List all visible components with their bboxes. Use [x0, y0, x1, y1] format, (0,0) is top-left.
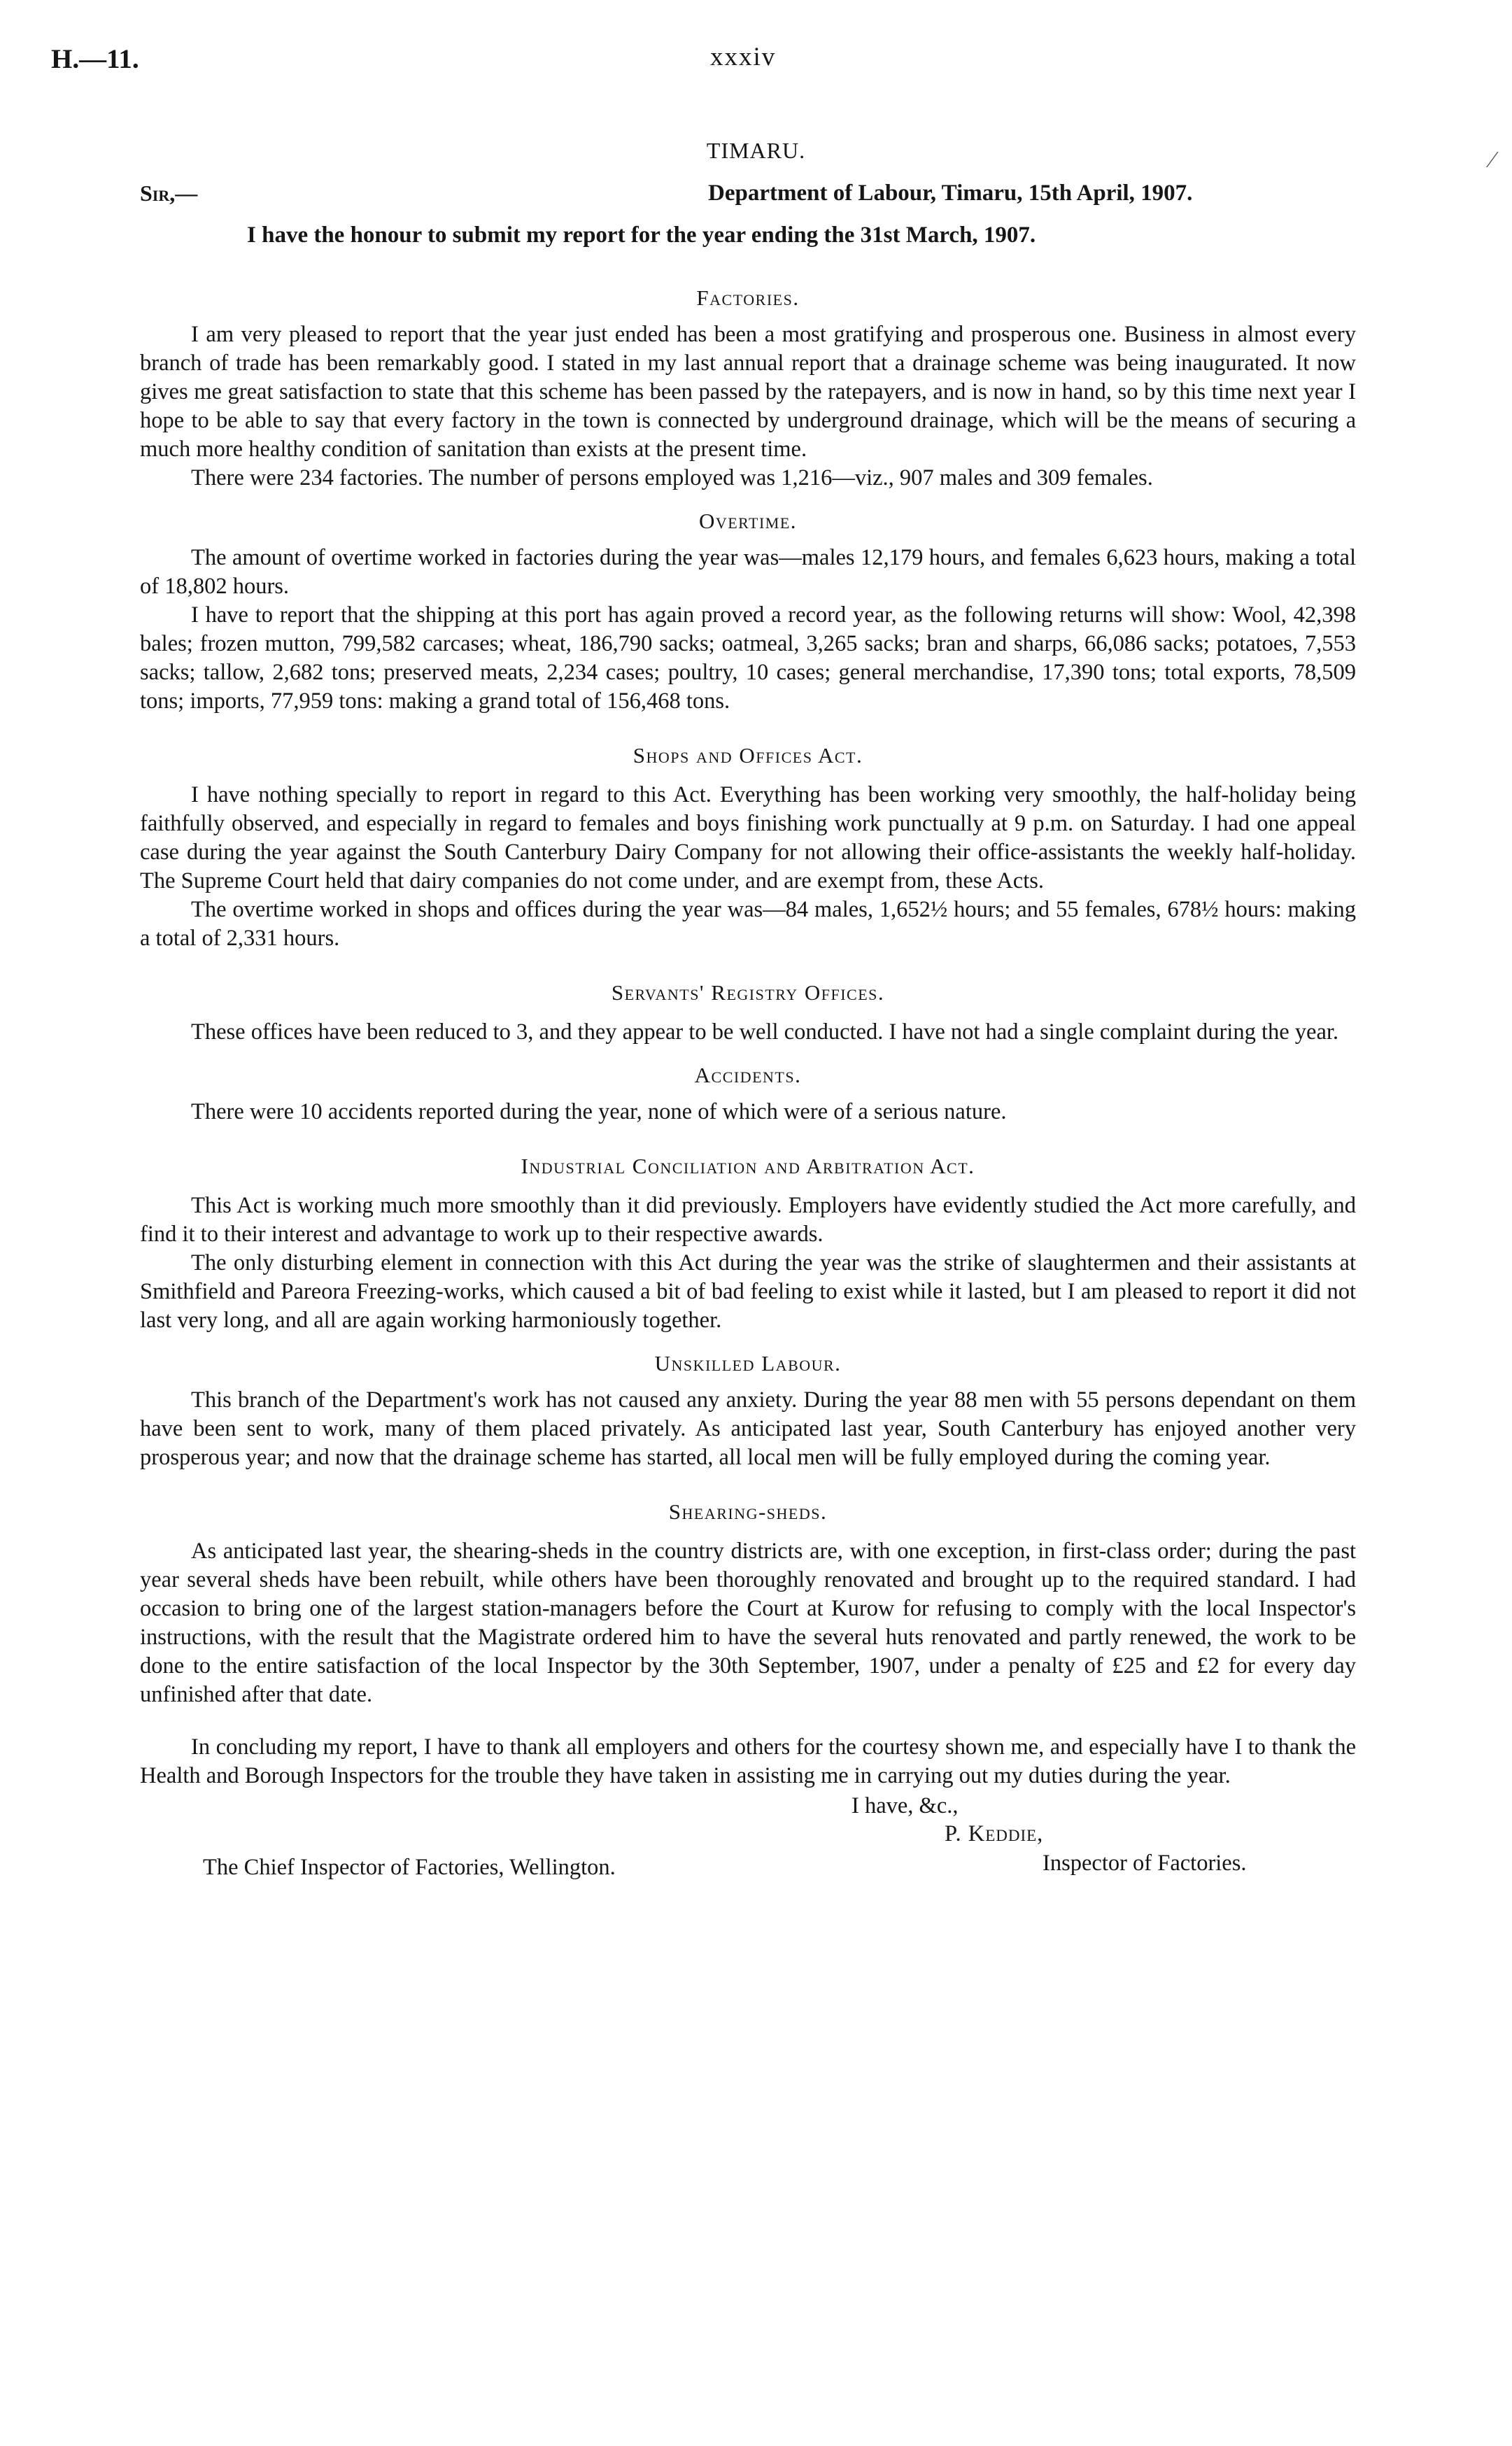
- arbitration-paragraph-1: This Act is working much more smoothly than it did previously. Employers have evidently studied the Act more carefully, and find it to their interest and advantage to work up to their respective awards.: [140, 1193, 1356, 1247]
- overtime-paragraph-1: The amount of overtime worked in factories during the year was—males 12,179 hours, and females 6,623 hours, making a total of 18,802 hours.: [140, 545, 1356, 599]
- signatory-name: P. Keddie,: [945, 1821, 1044, 1846]
- shops-paragraph-2: The overtime worked in shops and offices during the year was—84 males, 1,652½ hours; and 55 females, 678½ hours: making a total of 2,331 hours.: [140, 897, 1356, 951]
- letter-place: TIMARU.: [706, 138, 806, 163]
- heading-accidents: Accidents.: [694, 1063, 802, 1087]
- dateline: Department of Labour, Timaru, 15th April, 1907.: [708, 181, 1193, 206]
- heading-shops-offices: Shops and Offices Act.: [633, 743, 863, 768]
- overtime-paragraph-2: I have to report that the shipping at this port has again proved a record year, as the following returns will show: Wool, 42,398 bales; frozen mutton, 799,582 carcases; wheat, 186,790 sacks; oatmeal, 3,265 sacks; bran and sharps, 66,086 sacks; potatoes, 7,553 sacks; tallow, 2,682 tons; preserved meats, 2,234 cases; poultry, 10 cases; general merchandise, 17,390 tons; total exports, 78,509 tons; imports, 77,959 tons: making a grand total of 156,468 tons.: [140, 602, 1356, 714]
- heading-arbitration-act: Industrial Conciliation and Arbitration Act.: [521, 1154, 975, 1178]
- conclusion-paragraph: In concluding my report, I have to thank all employers and others for the courtesy shown me, and especially have I to thank the Health and Borough Inspectors for the trouble they have taken in assisting me in carrying out my duties during the year.: [140, 1734, 1356, 1788]
- margin-mark: ⁄: [1490, 147, 1495, 173]
- registry-paragraph: These offices have been reduced to 3, and they appear to be well conducted. I have not had a single complaint during the year.: [191, 1019, 1339, 1045]
- addressee: The Chief Inspector of Factories, Wellington.: [203, 1855, 616, 1880]
- signature-block: [140, 1792, 1356, 1897]
- shops-paragraph-1: I have nothing specially to report in regard to this Act. Everything has been working very smoothly, the half-holiday being faithfully observed, and especially in regard to females and boys finishing work punctually at 9 p.m. on Saturday. I had one appeal case during the year against the South Canterbury Dairy Company for not allowing their office-assistants the weekly half-holiday. The Supreme Court held that dairy companies do not come under, and are exempt from, these Acts.: [140, 782, 1356, 893]
- page-number: xxxiv: [710, 43, 777, 71]
- heading-unskilled-labour: Unskilled Labour.: [654, 1351, 842, 1376]
- salutation: Sir,—: [140, 181, 198, 206]
- heading-overtime: Overtime.: [698, 509, 798, 533]
- unskilled-paragraph: This branch of the Department's work has not caused any anxiety. During the year 88 men with 55 persons dependant on them have been sent to work, many of them placed privately. As anticipated last year, South Canterbury has enjoyed another very prosperous year; and now that the drainage scheme has started, all local men will be fully employed during the coming year.: [140, 1387, 1356, 1470]
- signatory-title: Inspector of Factories.: [1043, 1851, 1247, 1876]
- intro-line: I have the honour to submit my report for the year ending the 31st March, 1907.: [247, 222, 1036, 248]
- heading-servants-registry: Servants' Registry Offices.: [611, 980, 885, 1005]
- factories-paragraph-2: There were 234 factories. The number of persons employed was 1,216—viz., 907 males and 309 females.: [191, 465, 1153, 490]
- accidents-paragraph: There were 10 accidents reported during the year, none of which were of a serious nature.: [191, 1099, 1007, 1124]
- closing-line: I have, &c.,: [852, 1793, 959, 1818]
- arbitration-paragraph-2: The only disturbing element in connection with this Act during the year was the strike of slaughtermen and their assistants at Smithfield and Pareora Freezing-works, which caused a bit of bad feeling to exist while it lasted, but I am pleased to report it did not last very long, and all are again working harmoniously together.: [140, 1250, 1356, 1333]
- factories-paragraph-1: I am very pleased to report that the year just ended has been a most gratifying and prosperous one. Business in almost every branch of trade has been remarkably good. I stated in my last annual report that a drainage scheme was being inaugurated. It now gives me great satisfaction to state that this scheme has been passed by the ratepayers, and is now in hand, so by this time next year I hope to be able to say that every factory in the town is connected by underground drainage, which will be the means of securing a much more healthy condition of sanitation than exists at the present time.: [140, 322, 1356, 462]
- document-code: H.—11.: [51, 44, 139, 74]
- heading-factories: Factories.: [696, 285, 800, 310]
- heading-shearing-sheds: Shearing-sheds.: [668, 1499, 828, 1524]
- report-body: [140, 269, 1356, 1897]
- shearing-paragraph: As anticipated last year, the shearing-sheds in the country districts are, with one exception, in first-class order; during the past year several sheds have been rebuilt, while others have been thoroughly renovated and brought up to the required standard. I had occasion to bring one of the largest station-managers before the Court at Kurow for refusing to comply with the local Inspector's instructions, with the result that the Magistrate ordered him to have the several huts renovated and partly renewed, the work to be done to the entire satisfaction of the local Inspector by the 30th September, 1907, under a penalty of £25 and £2 for every day unfinished after that date.: [140, 1539, 1356, 1707]
